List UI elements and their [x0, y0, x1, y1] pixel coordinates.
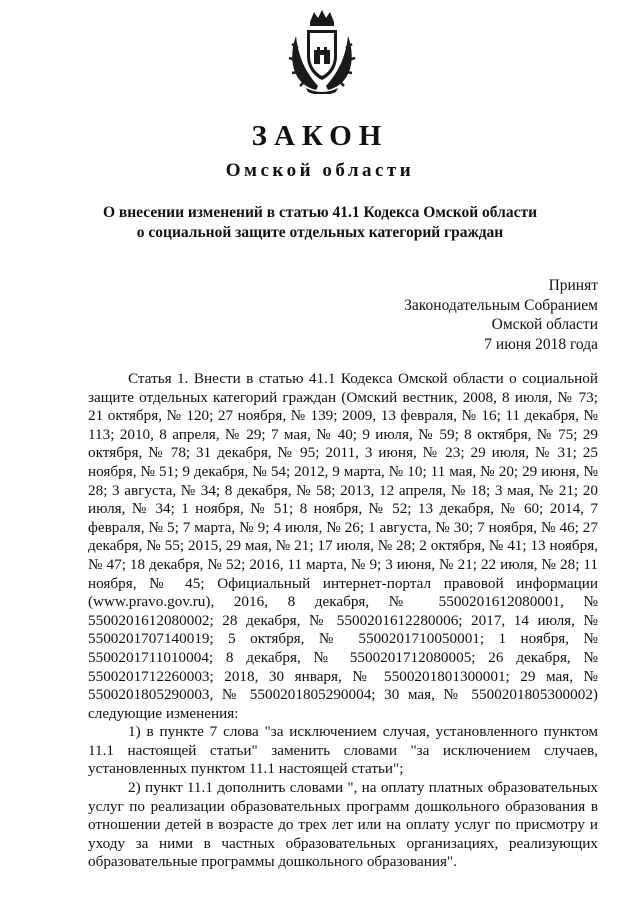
amendment-item-1: 1) в пункте 7 слова "за исключением случая, установленного пунктом 11.1 настоящей статьи" заменить словами "за исключением случаев, установленных пунктом 11.1 настоящей статьи"; — [88, 723, 598, 778]
document-subtitle: Омской области — [225, 160, 415, 181]
adoption-line-1: Принят — [548, 277, 598, 294]
document-title: ЗАКОН — [251, 120, 389, 152]
document-body — [88, 370, 598, 872]
adoption-block — [404, 276, 598, 354]
law-name-line-2: о социальной защите отдельных категорий граждан — [136, 224, 504, 241]
amendment-item-2: 2) пункт 11.1 дополнить словами ", на оплату платных образовательных услуг по реализации образовательных программ дошкольного образования в отношении детей в возрасте до трех лет или на оплату услуг по присмотру и уходу за ними в частных образовательных организациях, реализующих образовательные программы дошкольного образования". — [88, 779, 598, 871]
adoption-date: 7 июня 2018 года — [484, 335, 598, 353]
adoption-line-3: Омской области — [491, 316, 598, 334]
article-1-paragraph: Статья 1. Внести в статью 41.1 Кодекса Омской области о социальной защите отдельных категорий граждан (Омский вестник, 2008, 8 июля, № 73; 21 октября, № 120; 27 ноября, № 139; 2009, 13 февраля, № 16; 11 декабря, № 113; 2010, 8 апреля, № 29; 7 мая, № 40; 9 июля, № 59; 8 октября, № 75; 29 октября, № 78; 31 декабря, № 95; 2011, 3 июня, № 23; 29 июля, № 31; 25 ноября, № 51; 9 декабря, № 54; 2012, 9 марта, № 10; 11 мая, № 20; 29 июня, № 28; 3 августа, № 34; 8 декабря, № 58; 2013, 12 апреля, № 18; 3 мая, № 21; 20 июля, № 34; 1 ноября, № 51; 8 ноября, № 52; 13 декабря, № 60; 2014, 7 февраля, № 5; 7 марта, № 9; 4 июля, № 26; 1 августа, № 30; 7 ноября, № 46; 27 декабря, № 55; 2015, 29 мая, № 21; 17 июля, № 28; 2 октября, № 41; 13 ноября, № 47; 18 декабря, № 52; 2016, 11 марта, № 9; 3 июня, № 21; 22 июля, № 28; 11 ноября, № 45; Официальный интернет-портал правовой информации (www.pravo.gov.ru), 2016, 8 декабря, № 5500201612080001, № 5500201612080002; 28 декабря, № 5500201612280006; 2017, 14 июля, № 5500201707140019; 5 октября, № 5500201710050001; 1 ноября, № 5500201711010004; 8 декабря, № 5500201712080005; 26 декабря, № 5500201712260003; 2018, 30 января, № 5500201801300001; 29 мая, № 5500201805290003, № 5500201805290004; 30 мая, № 5500201805300002) следующие изменения: — [88, 370, 598, 722]
law-name-line-1: О внесении изменений в статью 41.1 Кодекса Омской области — [102, 204, 538, 221]
coat-of-arms-emblem — [286, 8, 358, 94]
law-name — [0, 203, 640, 243]
adoption-line-2: Законодательным Собранием — [404, 296, 598, 314]
